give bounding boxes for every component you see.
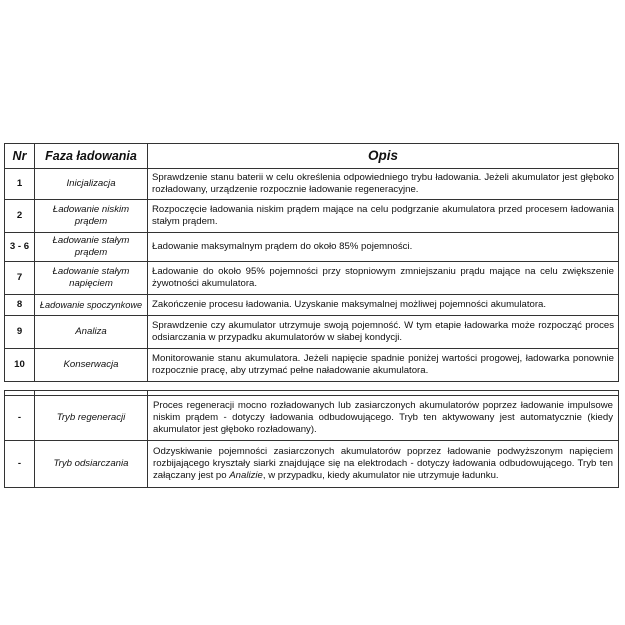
row-opis: Proces regeneracji mocno rozładowanych lub zasiarczonych akumulatorów poprzez ładowanie impulsowe niskim prądem - dotyczy ładowania odbudowującego. Tryb ten aktywowany jest automatycznie (kiedy akumulator jest głęboko rozładowany). (148, 396, 619, 441)
row-nr: 7 (5, 262, 35, 295)
row-faza: Ładowanie spoczynkowe (35, 295, 148, 316)
charging-modes-table (4, 390, 619, 488)
row-nr: - (5, 396, 35, 441)
table-header-row (5, 144, 619, 169)
row-opis: Sprawdzenie stanu baterii w celu określenia odpowiedniego trybu ładowania. Jeżeli akumulator jest głęboko rozładowany, urządzenie rozpocznie ładowanie regeneracyjne. (148, 169, 619, 200)
charging-phases-table (4, 143, 619, 382)
row-opis: Ładowanie maksymalnym prądem do około 85% pojemności. (148, 233, 619, 262)
row-faza: Inicjalizacja (35, 169, 148, 200)
row-opis: Sprawdzenie czy akumulator utrzymuje swoją pojemność. W tym etapie ładowarka może rozpocząć proces odsiarczania w przypadku akumulatorów w słabej kondycji. (148, 316, 619, 349)
table-row (5, 262, 619, 295)
row-faza: Tryb regeneracji (35, 396, 148, 441)
table-row (5, 295, 619, 316)
row-opis: Rozpoczęcie ładowania niskim prądem mające na celu podgrzanie akumulatora przed procesem ładowania stałym prądem. (148, 200, 619, 233)
header-opis: Opis (148, 144, 619, 169)
row-nr: 9 (5, 316, 35, 349)
header-nr: Nr (5, 144, 35, 169)
row-opis (148, 441, 619, 488)
table-row (5, 396, 619, 441)
table-row (5, 233, 619, 262)
row-opis: Monitorowanie stanu akumulatora. Jeżeli napięcie spadnie poniżej wartości progowej, ładowarka ponownie rozpocznie pracę, aby utrzymać pełne naładowanie akumulatora. (148, 349, 619, 382)
table-row (5, 316, 619, 349)
table-row (5, 349, 619, 382)
row-nr: 8 (5, 295, 35, 316)
row-faza: Konserwacja (35, 349, 148, 382)
table-row (5, 200, 619, 233)
row-opis: Ładowanie do około 95% pojemności przy stopniowym zmniejszaniu prądu mające na celu zwiększenie żywotności akumulatora. (148, 262, 619, 295)
table-row (5, 441, 619, 488)
row-nr: - (5, 441, 35, 488)
row-nr: 10 (5, 349, 35, 382)
header-faza: Faza ładowania (35, 144, 148, 169)
opis-text: Odzyskiwanie pojemności zasiarczonych akumulatorów poprzez ładowanie podwyższonym napięciem rozbijającego kryształy siarki znajdujące się na elektrodach - dotyczy ładowania odbudowującego. Tryb ten załączany jest po (153, 446, 613, 481)
opis-text: , w przypadku, kiedy akumulator nie utrzymuje ładunku. (262, 470, 499, 481)
row-faza: Analiza (35, 316, 148, 349)
row-nr: 1 (5, 169, 35, 200)
opis-emphasis: Analizie (229, 470, 263, 481)
row-faza: Tryb odsiarczania (35, 441, 148, 488)
table-row (5, 169, 619, 200)
row-faza: Ładowanie stałym napięciem (35, 262, 148, 295)
row-nr: 2 (5, 200, 35, 233)
row-faza: Ładowanie niskim prądem (35, 200, 148, 233)
row-opis: Zakończenie procesu ładowania. Uzyskanie maksymalnej możliwej pojemności akumulatora. (148, 295, 619, 316)
row-faza: Ładowanie stałym prądem (35, 233, 148, 262)
row-nr: 3 - 6 (5, 233, 35, 262)
